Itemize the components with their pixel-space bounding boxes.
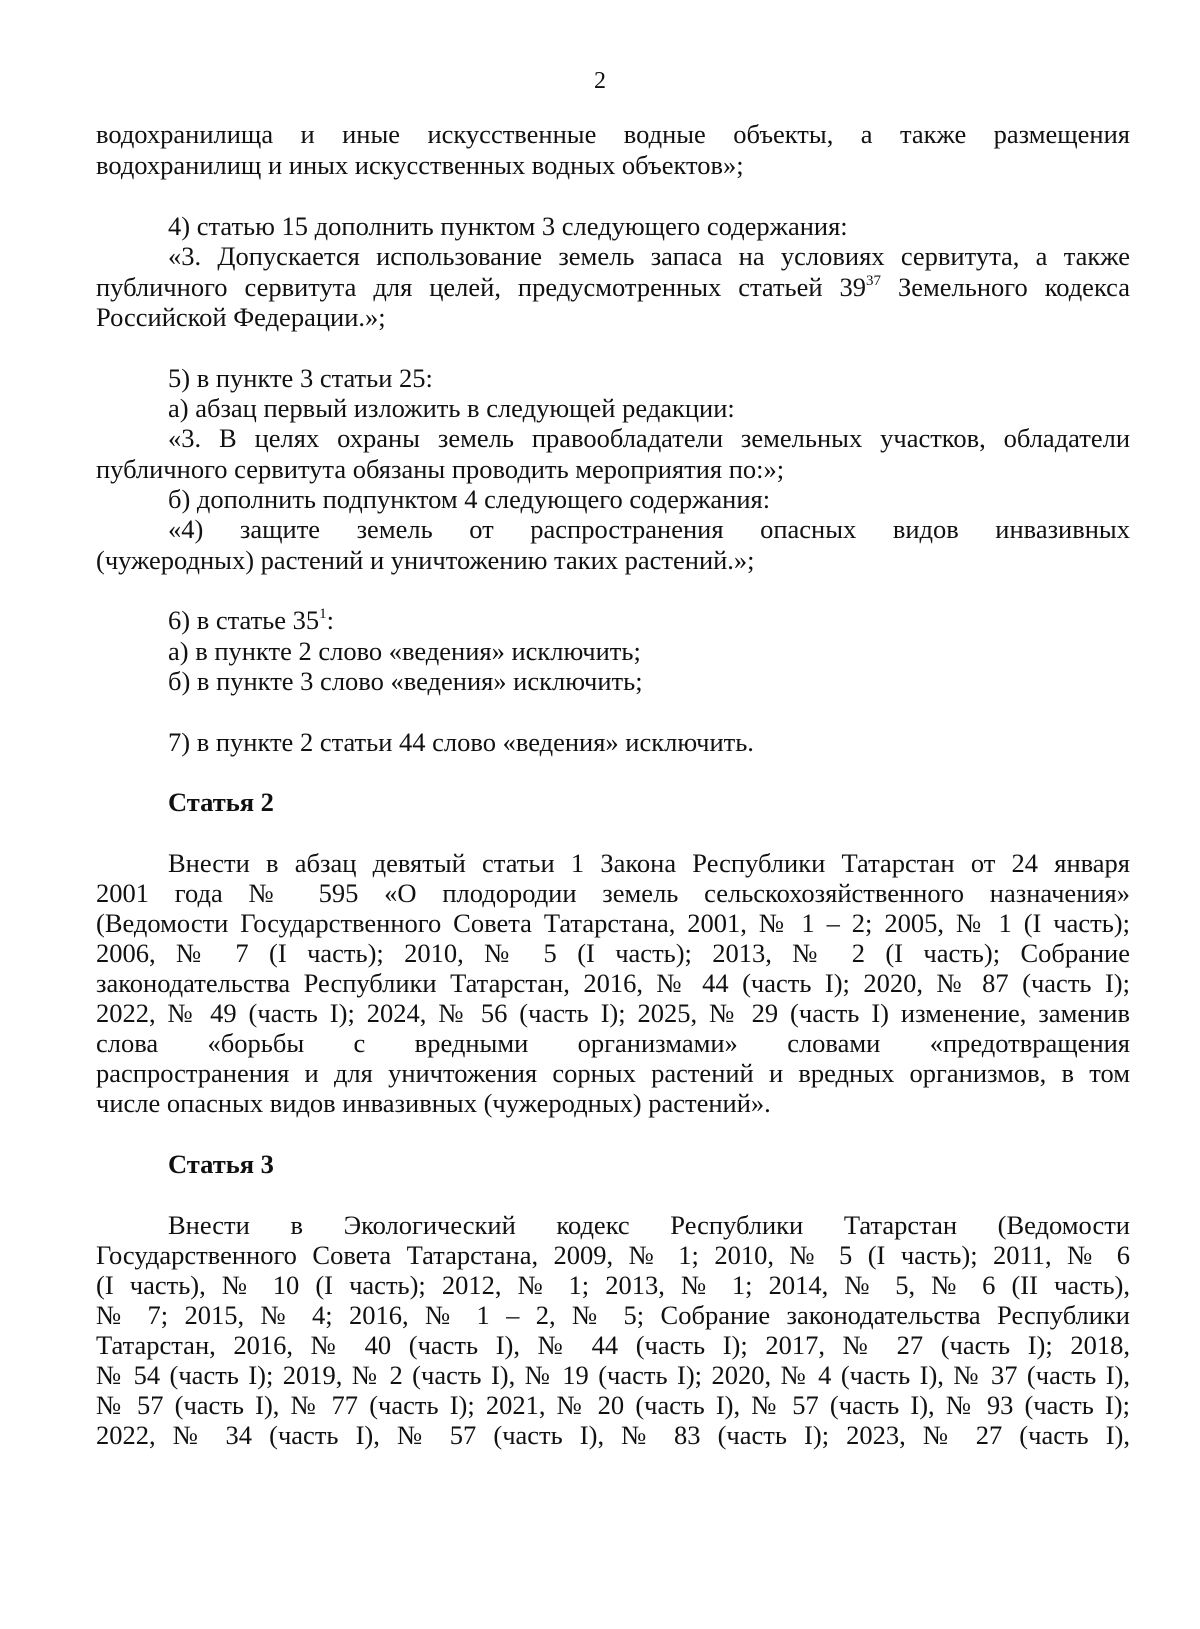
paragraph-line: 2001 года № 595 «О плодородии земель сельскохозяйственного назначения» <box>96 878 1130 908</box>
page-number: 2 <box>594 68 606 94</box>
paragraph-line: № 7; 2015, № 4; 2016, № 1 – 2, № 5; Собрание законодательства Республики <box>96 1300 1130 1330</box>
article-2-heading: Статья 2 <box>168 787 274 817</box>
paragraph-line: водохранилища и иные искусственные водные объекты, а также размещения <box>96 119 1130 149</box>
superscript: 37 <box>866 273 882 289</box>
paragraph-line: Внести в Экологический кодекс Республики Татарстан (Ведомости <box>168 1210 1130 1240</box>
paragraph-line: 2006, № 7 (I часть); 2010, № 5 (I часть); 2013, № 2 (I часть); Собрание <box>96 938 1130 968</box>
paragraph-line: Татарстан, 2016, № 40 (часть I), № 44 (часть I); 2017, № 27 (часть I); 2018, <box>96 1330 1130 1360</box>
paragraph-line: б) в пункте 3 слово «ведения» исключить; <box>168 666 643 696</box>
paragraph-line: 2022, № 49 (часть I); 2024, № 56 (часть I); 2025, № 29 (часть I) изменение, заменив <box>96 998 1130 1028</box>
list-item-6 <box>168 604 1130 636</box>
text-span: 6) в статье 35 <box>168 605 320 635</box>
list-item-5: 5) в пункте 3 статьи 25: <box>168 363 433 393</box>
paragraph-line: публичного сервитута обязаны проводить мероприятия по:»; <box>96 454 785 484</box>
paragraph-line: водохранилищ и иных искусственных водных объектов»; <box>96 150 744 180</box>
paragraph-line <box>96 271 1130 303</box>
list-item-4: 4) статью 15 дополнить пунктом 3 следующего содержания: <box>168 211 848 241</box>
paragraph-line: (Ведомости Государственного Совета Татарстана, 2001, № 1 – 2; 2005, № 1 (I часть); <box>96 908 1130 938</box>
paragraph-line: Государственного Совета Татарстана, 2009, № 1; 2010, № 5 (I часть); 2011, № 6 <box>96 1240 1130 1270</box>
paragraph-line: 2022, № 34 (часть I), № 57 (часть I), № 83 (часть I); 2023, № 27 (часть I), <box>96 1420 1130 1450</box>
paragraph-line: Российской Федерации.»; <box>96 302 386 332</box>
paragraph-line: законодательства Республики Татарстан, 2016, № 44 (часть I); 2020, № 87 (часть I); <box>96 968 1130 998</box>
paragraph-line: а) в пункте 2 слово «ведения» исключить; <box>168 636 641 666</box>
paragraph-line: «3. Допускается использование земель запаса на условиях сервитута, а также <box>168 241 1130 271</box>
paragraph-line: б) дополнить подпунктом 4 следующего содержания: <box>168 484 771 514</box>
text-span: публичного сервитута для целей, предусмотренных статьей 39 <box>96 272 867 302</box>
paragraph-line: (чужеродных) растений и уничтожению таких растений.»; <box>96 545 755 575</box>
text-span: Земельного кодекса <box>881 272 1131 302</box>
paragraph-line: а) абзац первый изложить в следующей редакции: <box>168 393 735 423</box>
article-3-heading: Статья 3 <box>168 1149 274 1179</box>
paragraph-line: «3. В целях охраны земель правообладатели земельных участков, обладатели <box>168 423 1130 453</box>
paragraph-line: № 57 (часть I), № 77 (часть I); 2021, № 20 (часть I), № 57 (часть I), № 93 (часть I); <box>96 1390 1130 1420</box>
paragraph-line: «4) защите земель от распространения опасных видов инвазивных <box>168 514 1130 544</box>
superscript: 1 <box>319 606 327 622</box>
text-span: : <box>326 605 335 635</box>
paragraph-line: № 54 (часть I); 2019, № 2 (часть I), № 19 (часть I); 2020, № 4 (часть I), № 37 (часть I), <box>96 1360 1130 1390</box>
paragraph-line: (I часть), № 10 (I часть); 2012, № 1; 2013, № 1; 2014, № 5, № 6 (II часть), <box>96 1270 1130 1300</box>
paragraph-line: распространения и для уничтожения сорных растений и вредных организмов, в том <box>96 1058 1130 1088</box>
paragraph-line: Внести в абзац девятый статьи 1 Закона Республики Татарстан от 24 января <box>168 848 1130 878</box>
list-item-7: 7) в пункте 2 статьи 44 слово «ведения» исключить. <box>168 727 754 757</box>
paragraph-line: числе опасных видов инвазивных (чужеродных) растений». <box>96 1088 771 1118</box>
paragraph-line: слова «борьбы с вредными организмами» словами «предотвращения <box>96 1028 1130 1058</box>
